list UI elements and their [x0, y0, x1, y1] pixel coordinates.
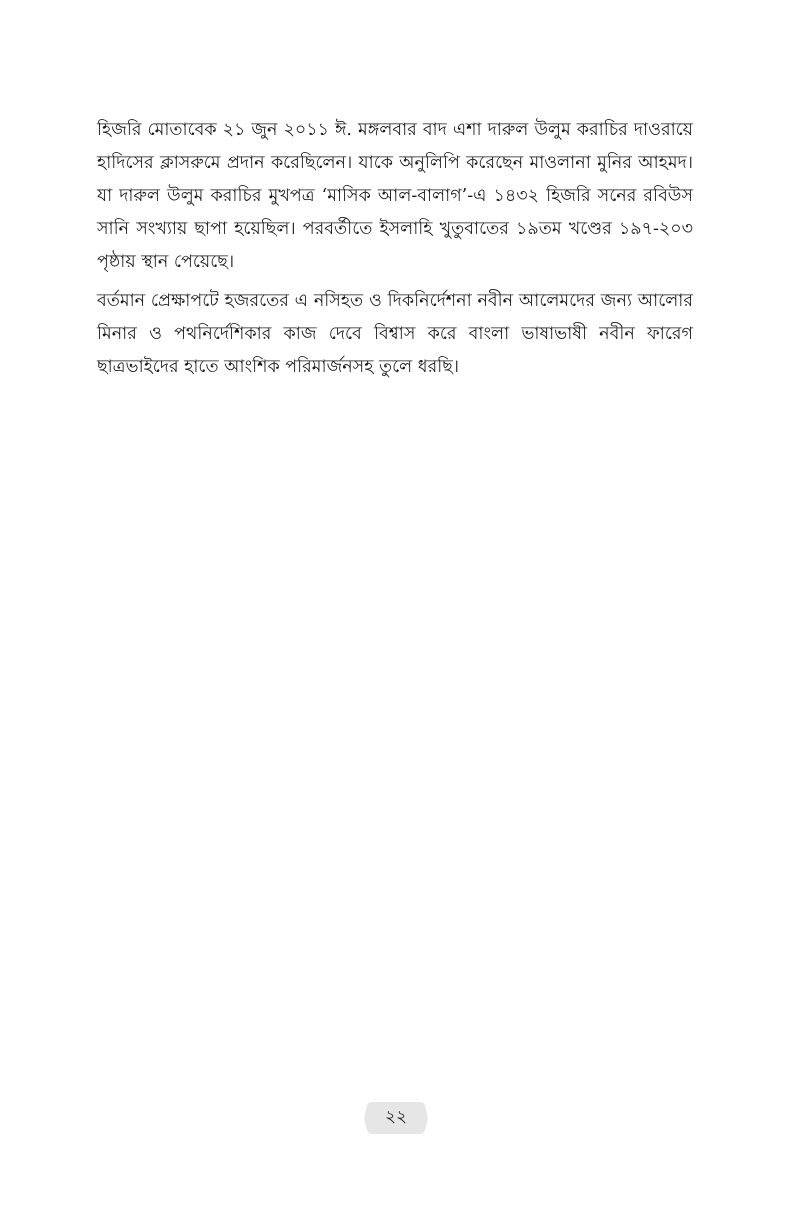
page-number: ২২: [384, 1107, 408, 1127]
page-body: [97, 114, 693, 384]
paragraph-2: বর্তমান প্রেক্ষাপটে হজরতের এ নসিহত ও দিকনির্দেশনা নবীন আলেমদের জন্য আলোর মিনার ও পথনির্দেশিকার কাজ দেবে বিশ্বাস করে বাংলা ভাষাভাষী নবীন ফারেগ ছাত্রভাইদের হাতে আংশিক পরিমার্জনসহ তুলে ধরছি।: [97, 291, 693, 377]
paragraph-1: হিজরি মোতাবেক ২১ জুন ২০১১ ঈ. মঙ্গলবার বাদ এশা দারুল উলুম করাচির দাওরায়ে হাদিসের ক্লাসরুমে প্রদান করেছিলেন। যাকে অনুলিপি করেছেন মাওলানা মুনির আহমদ। যা দারুল উলুম করাচির মুখপত্র ‘মাসিক আল-বালাগ’-এ ১৪৩২ হিজরি সনের রবিউস সানি সংখ্যায় ছাপা হয়েছিল। পরবর্তীতে ইসলাহি খুতুবাতের ১৯তম খণ্ডের ১৯৭-২০৩ পৃষ্ঠায় স্থান পেয়েছে।: [97, 120, 693, 272]
page-number-badge: [364, 1101, 428, 1135]
